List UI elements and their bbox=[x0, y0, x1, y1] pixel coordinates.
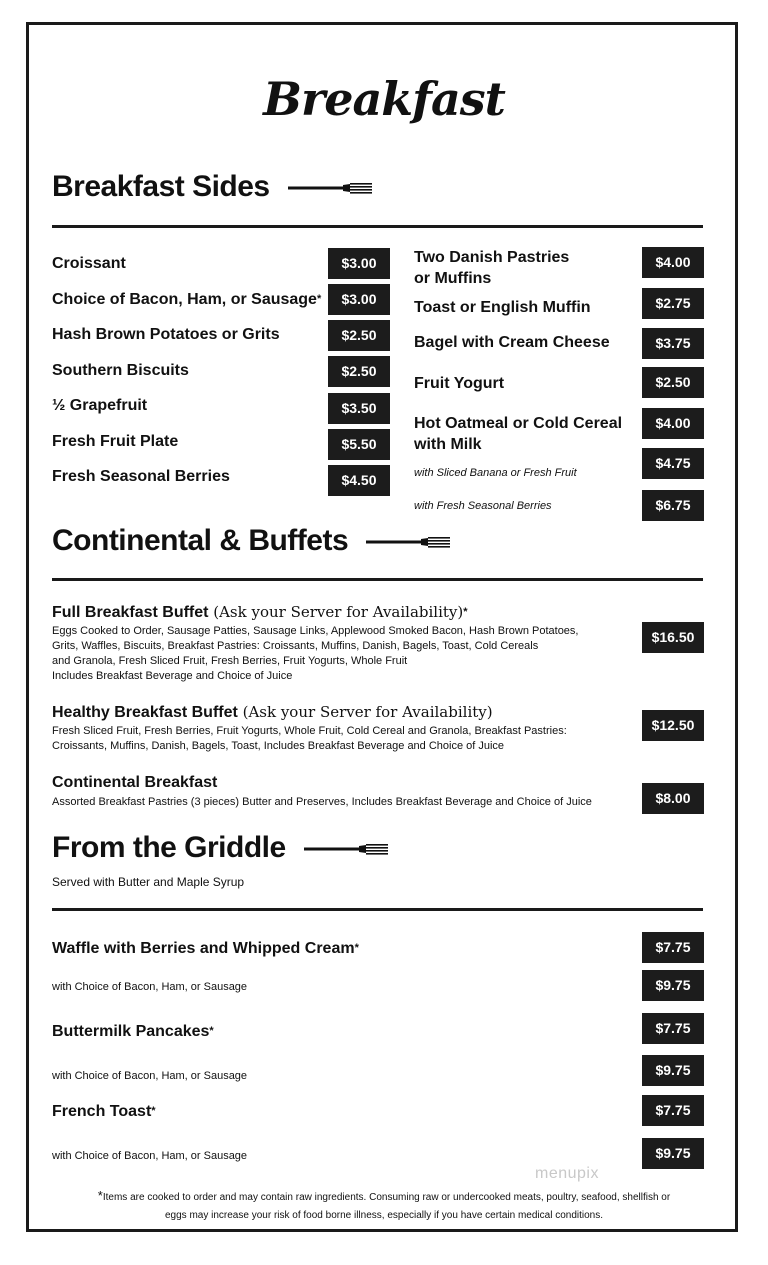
griddle-heading-text: From the Griddle bbox=[52, 831, 286, 864]
price-fruit-plate: $5.50 bbox=[328, 429, 390, 460]
side-item-oatmeal bbox=[414, 413, 622, 455]
side-item-biscuits: Southern Biscuits bbox=[52, 362, 189, 379]
pancakes-label: Buttermilk Pancakes bbox=[52, 1023, 210, 1040]
oatmeal-line2: with Milk bbox=[414, 436, 482, 453]
disclaimer-line2: eggs may increase your risk of food borne illness, especially if you have certain medical conditions. bbox=[165, 1210, 603, 1221]
section-heading-sides bbox=[52, 170, 372, 204]
price-oatmeal-berries: $6.75 bbox=[642, 490, 704, 521]
price-french-toast-meat: $9.75 bbox=[642, 1138, 704, 1169]
griddle-subtitle: Served with Butter and Maple Syrup bbox=[52, 875, 245, 889]
disclaimer-text1: Items are cooked to order and may contain raw ingredients. Consuming raw or undercooked meats, poultry, seafood, shellfish or bbox=[102, 1192, 671, 1203]
page-title: Breakfast bbox=[263, 72, 505, 126]
french-toast-label: French Toast bbox=[52, 1103, 152, 1120]
fork-icon bbox=[288, 181, 372, 195]
price-pancakes: $7.75 bbox=[642, 1013, 704, 1044]
side-item-yogurt: Fruit Yogurt bbox=[414, 375, 505, 392]
full-buffet-line4: Includes Breakfast Beverage and Choice of Juice bbox=[52, 670, 293, 682]
pancakes-meat-option: with Choice of Bacon, Ham, or Sausage bbox=[52, 1070, 248, 1082]
side-item-danish bbox=[414, 247, 569, 289]
healthy-buffet-description bbox=[52, 724, 567, 754]
price-healthy-buffet: $12.50 bbox=[642, 710, 704, 741]
price-toast: $2.75 bbox=[642, 288, 704, 319]
side-item-bagel: Bagel with Cream Cheese bbox=[414, 334, 610, 351]
continental-heading-text: Continental & Buffets bbox=[52, 524, 349, 557]
price-oatmeal-banana: $4.75 bbox=[642, 448, 704, 479]
full-buffet-line3: and Granola, Fresh Sliced Fruit, Fresh Berries, Fruit Yogurts, Whole Fruit bbox=[52, 655, 408, 667]
asterisk: * bbox=[354, 942, 359, 954]
oatmeal-banana-option: with Sliced Banana or Fresh Fruit bbox=[414, 467, 577, 479]
waffle-meat-option: with Choice of Bacon, Ham, or Sausage bbox=[52, 981, 248, 993]
price-croissant: $3.00 bbox=[328, 248, 390, 279]
watermark: menupix bbox=[535, 1165, 599, 1182]
fork-icon bbox=[366, 535, 450, 549]
side-item-toast: Toast or English Muffin bbox=[414, 299, 591, 316]
asterisk: * bbox=[316, 293, 322, 305]
continental-breakfast-title: Continental Breakfast bbox=[52, 774, 218, 791]
price-waffle: $7.75 bbox=[642, 932, 704, 963]
oatmeal-line1: Hot Oatmeal or Cold Cereal bbox=[414, 415, 623, 432]
healthy-buffet-title bbox=[52, 702, 493, 723]
full-buffet-title bbox=[52, 602, 468, 623]
sides-heading-text: Breakfast Sides bbox=[52, 170, 270, 203]
asterisk: * bbox=[151, 1105, 156, 1117]
disclaimer-line1 bbox=[52, 1187, 716, 1207]
healthy-buffet-note: (Ask your Server for Availability) bbox=[237, 703, 493, 721]
sides-divider bbox=[52, 225, 703, 228]
oatmeal-berries-option: with Fresh Seasonal Berries bbox=[414, 500, 552, 512]
price-full-buffet: $16.50 bbox=[642, 622, 704, 653]
side-item-bacon-ham-sausage bbox=[52, 289, 321, 310]
price-waffle-meat: $9.75 bbox=[642, 970, 704, 1001]
griddle-item-french-toast bbox=[52, 1101, 156, 1122]
side-item-grapefruit: ½ Grapefruit bbox=[52, 397, 148, 414]
healthy-buffet-name: Healthy Breakfast Buffet bbox=[52, 704, 238, 721]
section-heading-continental bbox=[52, 524, 450, 558]
price-bacon-ham-sausage: $3.00 bbox=[328, 284, 390, 315]
asterisk: * bbox=[97, 1188, 103, 1203]
price-bagel: $3.75 bbox=[642, 328, 704, 359]
griddle-item-pancakes bbox=[52, 1021, 214, 1042]
side-item-bacon-label: Choice of Bacon, Ham, or Sausage bbox=[52, 291, 317, 308]
price-biscuits: $2.50 bbox=[328, 356, 390, 387]
side-item-croissant: Croissant bbox=[52, 255, 126, 272]
price-seasonal-berries: $4.50 bbox=[328, 465, 390, 496]
griddle-divider bbox=[52, 908, 703, 911]
fork-icon bbox=[304, 842, 388, 856]
healthy-buffet-line2: Croissants, Muffins, Danish, Bagels, Toast, Includes Breakfast Beverage and Choice of Juice bbox=[52, 740, 505, 752]
section-heading-griddle bbox=[52, 831, 388, 865]
full-buffet-note: (Ask your Server for Availability) bbox=[208, 603, 464, 621]
price-hash-browns: $2.50 bbox=[328, 320, 390, 351]
asterisk: * bbox=[463, 606, 468, 618]
french-toast-meat-option: with Choice of Bacon, Ham, or Sausage bbox=[52, 1150, 248, 1162]
price-oatmeal: $4.00 bbox=[642, 408, 704, 439]
full-buffet-description bbox=[52, 624, 579, 684]
danish-line1: Two Danish Pastries bbox=[414, 249, 570, 266]
side-item-fruit-plate: Fresh Fruit Plate bbox=[52, 433, 179, 450]
side-item-seasonal-berries: Fresh Seasonal Berries bbox=[52, 468, 230, 485]
price-grapefruit: $3.50 bbox=[328, 393, 390, 424]
price-french-toast: $7.75 bbox=[642, 1095, 704, 1126]
full-buffet-line1: Eggs Cooked to Order, Sausage Patties, Sausage Links, Applewood Smoked Bacon, Hash Brown Potatoes, bbox=[52, 625, 579, 637]
full-buffet-name: Full Breakfast Buffet bbox=[52, 604, 209, 621]
asterisk: * bbox=[209, 1025, 214, 1037]
price-continental-breakfast: $8.00 bbox=[642, 783, 704, 814]
full-buffet-line2: Grits, Waffles, Biscuits, Breakfast Pastries: Croissants, Muffins, Danish, Bagels, Toast, Cold Cereals bbox=[52, 640, 539, 652]
healthy-buffet-line1: Fresh Sliced Fruit, Fresh Berries, Fruit Yogurts, Whole Fruit, Cold Cereal and Granola, Breakfast Pastries: bbox=[52, 725, 567, 737]
danish-line2: or Muffins bbox=[414, 270, 492, 287]
price-pancakes-meat: $9.75 bbox=[642, 1055, 704, 1086]
griddle-item-waffle bbox=[52, 938, 359, 959]
side-item-hash-browns: Hash Brown Potatoes or Grits bbox=[52, 326, 280, 343]
continental-divider bbox=[52, 578, 703, 581]
continental-breakfast-description: Assorted Breakfast Pastries (3 pieces) Butter and Preserves, Includes Breakfast Beverage and Choice of Juice bbox=[52, 796, 592, 808]
price-danish: $4.00 bbox=[642, 247, 704, 278]
price-yogurt: $2.50 bbox=[642, 367, 704, 398]
footer-disclaimer bbox=[52, 1187, 716, 1225]
waffle-label: Waffle with Berries and Whipped Cream bbox=[52, 940, 355, 957]
